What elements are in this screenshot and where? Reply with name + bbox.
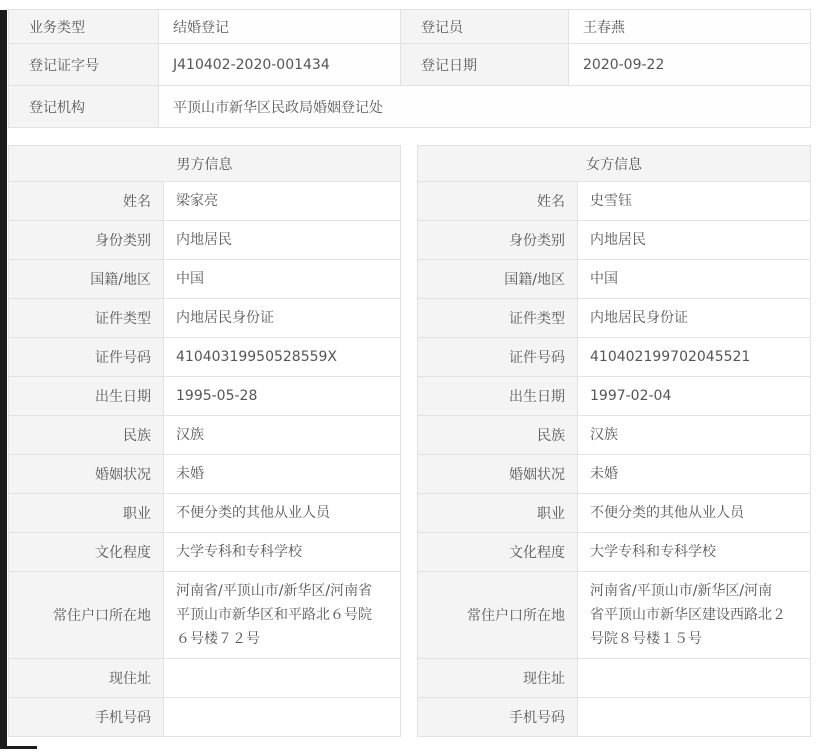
male-info-table xyxy=(8,145,401,737)
field-value xyxy=(578,698,811,737)
info-row xyxy=(418,338,811,377)
field-label: 姓名 xyxy=(418,182,578,221)
info-row xyxy=(9,533,401,572)
field-label: 常住户口所在地 xyxy=(418,572,578,659)
business-type-value: 结婚登记 xyxy=(159,10,401,44)
registrar-value: 王春燕 xyxy=(569,10,811,44)
info-row xyxy=(418,659,811,698)
field-value: 未婚 xyxy=(164,455,401,494)
field-label: 职业 xyxy=(418,494,578,533)
registration-office-label: 登记机构 xyxy=(9,86,159,128)
info-row xyxy=(9,338,401,377)
field-value: 大学专科和专科学校 xyxy=(164,533,401,572)
field-value: 中国 xyxy=(578,260,811,299)
field-label: 证件号码 xyxy=(9,338,164,377)
info-row xyxy=(418,416,811,455)
info-row xyxy=(9,494,401,533)
registration-date-value: 2020-09-22 xyxy=(569,44,811,86)
field-label: 出生日期 xyxy=(418,377,578,416)
field-label: 证件类型 xyxy=(418,299,578,338)
info-row xyxy=(418,455,811,494)
field-label: 婚姻状况 xyxy=(9,455,164,494)
info-row xyxy=(418,698,811,737)
field-value: 内地居民 xyxy=(164,221,401,260)
field-value: 41040319950528559X xyxy=(164,338,401,377)
field-value xyxy=(164,698,401,737)
info-row xyxy=(418,299,811,338)
certificate-number-value: J410402-2020-001434 xyxy=(159,44,401,86)
field-label: 婚姻状况 xyxy=(418,455,578,494)
field-value: 内地居民 xyxy=(578,221,811,260)
male-info-title: 男方信息 xyxy=(9,146,401,182)
info-row xyxy=(9,572,401,659)
summary-row xyxy=(9,10,811,44)
window-bottom-border xyxy=(0,746,37,749)
field-value: 1997-02-04 xyxy=(578,377,811,416)
info-row xyxy=(9,299,401,338)
field-value: 河南省/平顶山市/新华区/河南省平顶山市新华区和平路北６号院６号楼７２号 xyxy=(164,572,401,659)
field-value: 大学专科和专科学校 xyxy=(578,533,811,572)
field-value: 1995-05-28 xyxy=(164,377,401,416)
field-label: 文化程度 xyxy=(9,533,164,572)
info-row xyxy=(9,455,401,494)
table-header-row xyxy=(9,146,401,182)
registration-summary-table xyxy=(8,9,811,128)
registration-date-label: 登记日期 xyxy=(401,44,569,86)
field-label: 证件类型 xyxy=(9,299,164,338)
info-row xyxy=(418,494,811,533)
field-value: 史雪钰 xyxy=(578,182,811,221)
field-label: 证件号码 xyxy=(418,338,578,377)
info-row xyxy=(418,377,811,416)
field-value: 410402199702045521 xyxy=(578,338,811,377)
field-label: 出生日期 xyxy=(9,377,164,416)
info-row xyxy=(9,221,401,260)
field-value: 汉族 xyxy=(578,416,811,455)
certificate-number-label: 登记证字号 xyxy=(9,44,159,86)
info-row xyxy=(9,416,401,455)
info-row xyxy=(9,698,401,737)
info-row xyxy=(418,260,811,299)
field-label: 身份类别 xyxy=(418,221,578,260)
window-left-border xyxy=(0,10,7,746)
info-row xyxy=(418,533,811,572)
registrar-label: 登记员 xyxy=(401,10,569,44)
info-row xyxy=(9,377,401,416)
field-value: 不便分类的其他从业人员 xyxy=(164,494,401,533)
field-label: 常住户口所在地 xyxy=(9,572,164,659)
field-label: 国籍/地区 xyxy=(418,260,578,299)
field-label: 国籍/地区 xyxy=(9,260,164,299)
business-type-label: 业务类型 xyxy=(9,10,159,44)
registration-office-value: 平顶山市新华区民政局婚姻登记处 xyxy=(159,86,811,128)
field-value: 河南省/平顶山市/新华区/河南省平顶山市新华区建设西路北２号院８号楼１５号 xyxy=(578,572,811,659)
field-label: 文化程度 xyxy=(418,533,578,572)
info-row xyxy=(418,182,811,221)
summary-row xyxy=(9,44,811,86)
info-row xyxy=(9,659,401,698)
info-row xyxy=(418,572,811,659)
field-label: 手机号码 xyxy=(418,698,578,737)
field-label: 现住址 xyxy=(9,659,164,698)
female-info-table xyxy=(417,145,811,737)
info-row xyxy=(9,260,401,299)
field-label: 民族 xyxy=(9,416,164,455)
field-label: 民族 xyxy=(418,416,578,455)
info-row xyxy=(418,221,811,260)
field-value: 内地居民身份证 xyxy=(578,299,811,338)
field-value xyxy=(578,659,811,698)
info-row xyxy=(9,182,401,221)
summary-row xyxy=(9,86,811,128)
field-value: 汉族 xyxy=(164,416,401,455)
field-value xyxy=(164,659,401,698)
field-label: 身份类别 xyxy=(9,221,164,260)
field-value: 内地居民身份证 xyxy=(164,299,401,338)
field-label: 职业 xyxy=(9,494,164,533)
field-value: 不便分类的其他从业人员 xyxy=(578,494,811,533)
female-info-title: 女方信息 xyxy=(418,146,811,182)
field-value: 梁家亮 xyxy=(164,182,401,221)
field-value: 中国 xyxy=(164,260,401,299)
field-label: 手机号码 xyxy=(9,698,164,737)
field-label: 姓名 xyxy=(9,182,164,221)
field-label: 现住址 xyxy=(418,659,578,698)
table-header-row xyxy=(418,146,811,182)
field-value: 未婚 xyxy=(578,455,811,494)
